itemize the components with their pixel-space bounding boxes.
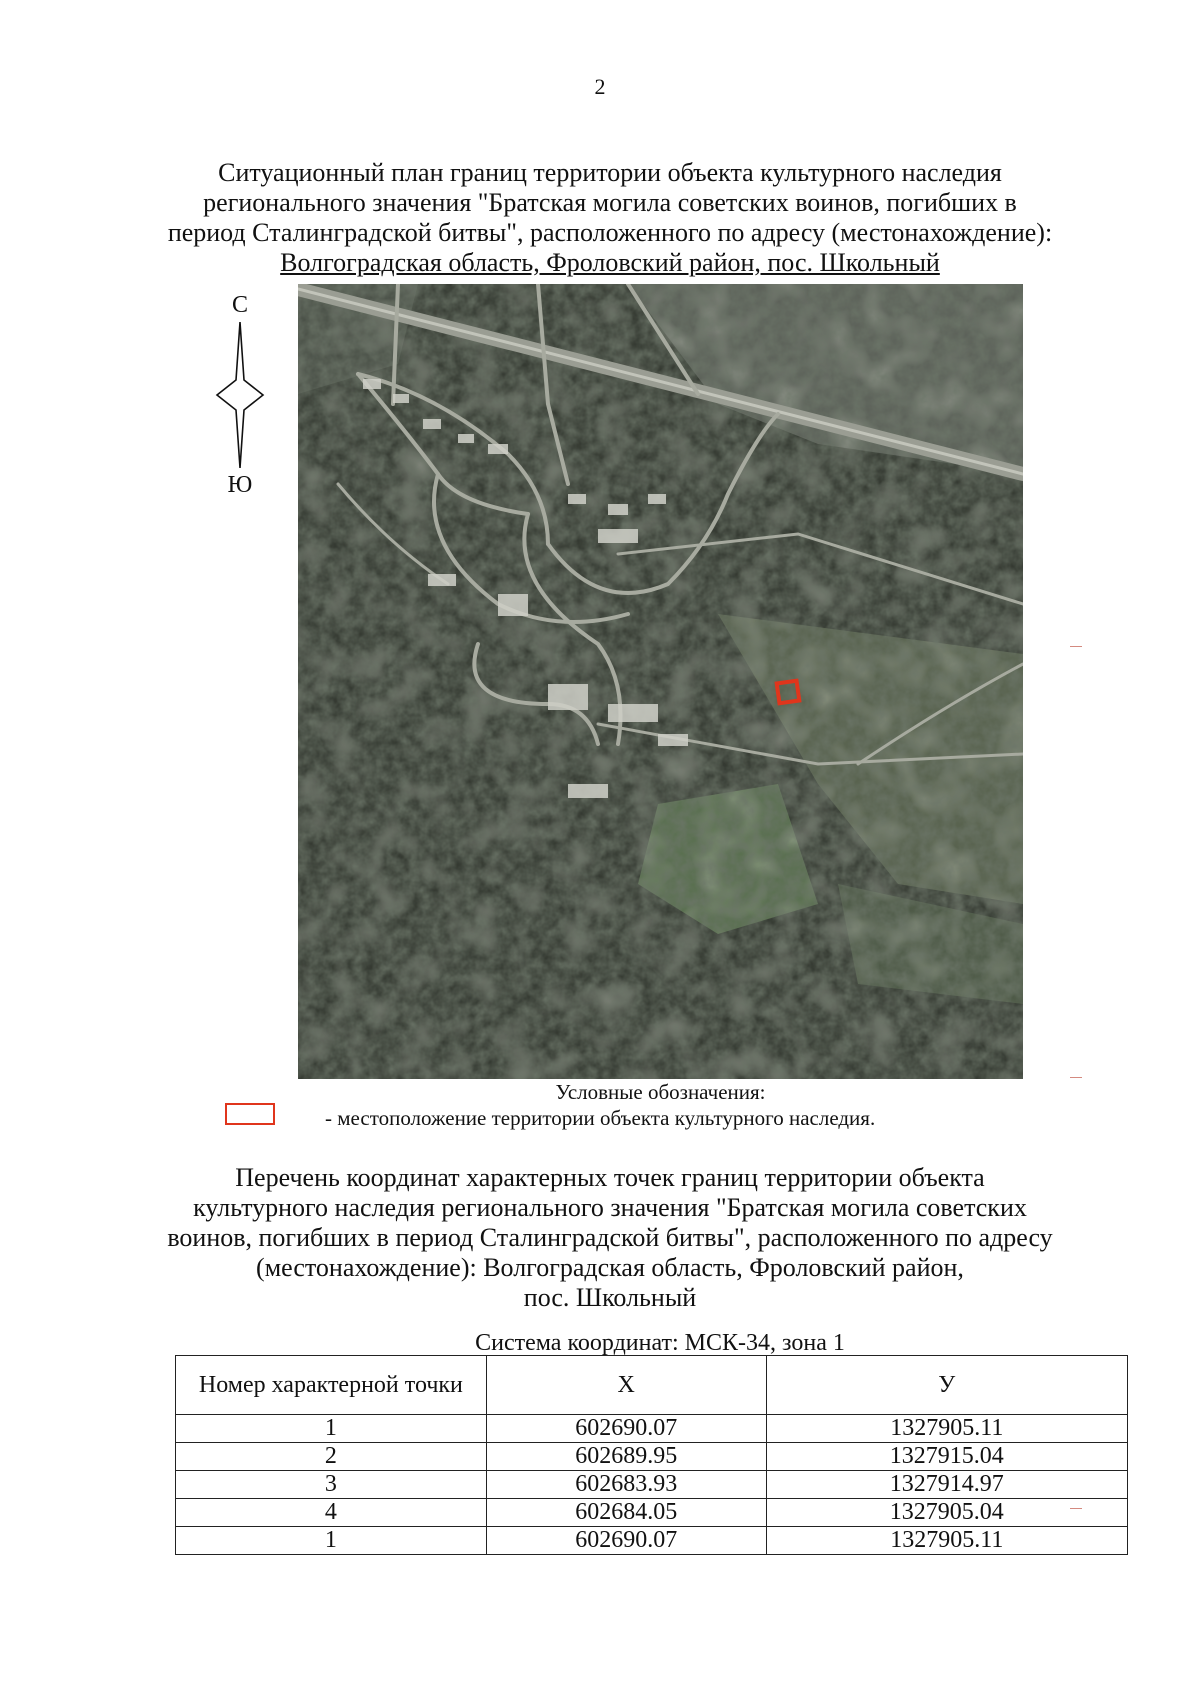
list-title-line: воинов, погибших в период Сталинградской битвы", расположенного по адресу <box>167 1223 1053 1252</box>
list-title-line: пос. Школьный <box>523 1283 697 1312</box>
plan-title-line: Ситуационный план границ территории объекта культурного наследия <box>218 158 1002 187</box>
table-header-row <box>176 1356 1128 1415</box>
satellite-image <box>298 284 1023 1079</box>
plan-title <box>150 158 1070 278</box>
table-row <box>176 1527 1128 1555</box>
compass-north-label: С <box>231 292 248 318</box>
header-y: У <box>766 1356 1127 1415</box>
list-title-line: культурного наследия регионального значения "Братская могила советских <box>193 1193 1027 1222</box>
page-number: 2 <box>594 74 606 99</box>
cell-x: 602690.07 <box>486 1527 766 1555</box>
legend-item-text: - местоположение территории объекта культурного наследия. <box>325 1106 876 1130</box>
compass-south-label: Ю <box>227 472 253 498</box>
cell-y: 1327905.11 <box>766 1415 1127 1443</box>
cell-x: 602683.93 <box>486 1471 766 1499</box>
cell-y: 1327905.04 <box>766 1499 1127 1527</box>
scan-mark <box>1070 1077 1082 1078</box>
coordinate-system-caption: Система координат: МСК-34, зона 1 <box>475 1330 845 1356</box>
cell-y: 1327905.11 <box>766 1527 1127 1555</box>
north-arrow <box>205 292 275 502</box>
cell-point: 1 <box>176 1415 487 1443</box>
table-row <box>176 1443 1128 1471</box>
compass-arrow-icon <box>205 320 275 470</box>
table-row <box>176 1471 1128 1499</box>
header-point-number: Номер характерной точки <box>176 1356 487 1415</box>
cell-point: 3 <box>176 1471 487 1499</box>
plan-title-line: Волгоградская область, Фроловский район, пос. Школьный <box>280 248 940 277</box>
header-x: X <box>486 1356 766 1415</box>
satellite-map <box>298 284 1023 1079</box>
table-row <box>176 1415 1128 1443</box>
list-title-line: Перечень координат характерных точек границ территории объекта <box>235 1163 985 1192</box>
cell-y: 1327915.04 <box>766 1443 1127 1471</box>
legend-swatch <box>225 1103 275 1125</box>
plan-title-line: период Сталинградской битвы", расположенного по адресу (местонахождение): <box>167 218 1053 247</box>
plan-title-line: регионального значения "Братская могила советских воинов, погибших в <box>203 188 1017 217</box>
cell-point: 4 <box>176 1499 487 1527</box>
cell-y: 1327914.97 <box>766 1471 1127 1499</box>
list-title-line: (местонахождение): Волгоградская область, Фроловский район, <box>256 1253 964 1282</box>
scan-mark <box>1070 1508 1082 1509</box>
cell-x: 602689.95 <box>486 1443 766 1471</box>
table-row <box>176 1499 1128 1527</box>
legend-title: Условные обозначения: <box>555 1080 766 1104</box>
coordinate-table <box>175 1355 1128 1555</box>
cell-point: 1 <box>176 1527 487 1555</box>
cell-x: 602684.05 <box>486 1499 766 1527</box>
cell-x: 602690.07 <box>486 1415 766 1443</box>
scan-mark <box>1070 646 1082 647</box>
cell-point: 2 <box>176 1443 487 1471</box>
coordinate-list-title <box>150 1163 1070 1313</box>
